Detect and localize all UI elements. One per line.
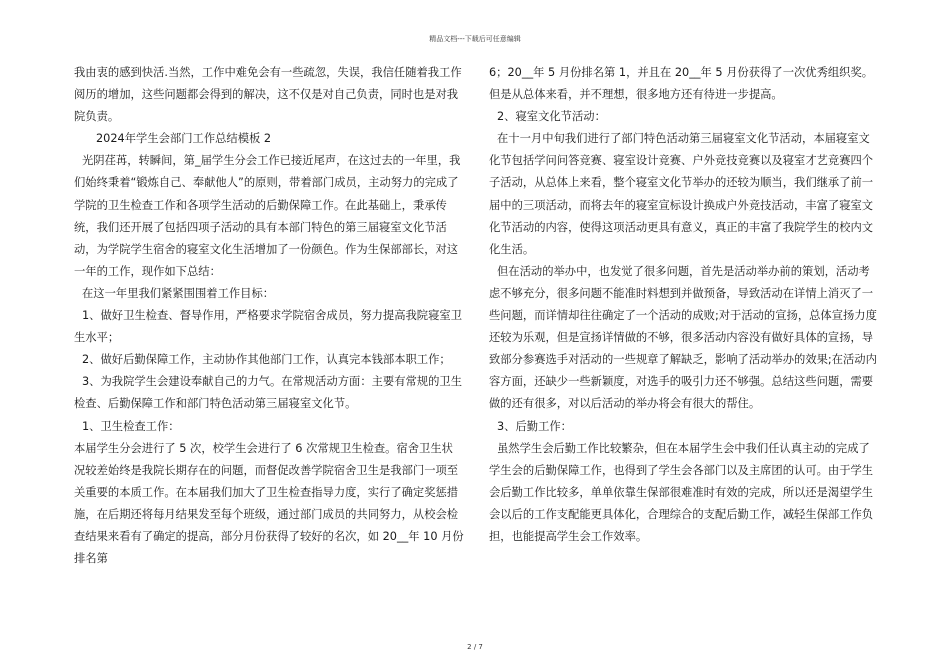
paragraph: 虽然学生会后勤工作比较繁杂，但在本届学生会中我们任认真主动的完成了学生会的后勤保障工作，也得到了学生会各部门以及主席团的认可。由于学生会后勤工作比较多，单单依靠生保部很难准时有效的完成，所以还是渴望学生会以后的工作支配能更具体化，合理综合的支配后勤工作，减轻生保部工作负担，也能提高学生会工作效率。 <box>489 441 874 543</box>
paragraph: 1、做好卫生检查、督导作用，严格要求学院宿舍成员，努力提高我院寝室卫生水平； <box>74 309 462 345</box>
section-heading: 2、寝室文化节活动： <box>497 110 606 124</box>
page-header: 精品文档---下载后可任意编辑 <box>429 35 521 43</box>
right-text-column <box>489 62 879 548</box>
paragraph: 我由衷的感到快活.当然，工作中难免会有一些疏忽，失误，我信任随着我工作阅历的增加，这些问题都会得到的解决，这不仅是对自己负责，同时也是对我院负责。 <box>74 66 462 124</box>
paragraph: 但在活动的举办中，也发觉了很多问题，首先是活动举办前的策划，活动考虑不够充分，很多问题不能准时料想到并做预备，导致活动在详情上消灭了一些问题，而详情却往往确定了一个活动的成败;对于活动的宣扬，总体宣扬力度还较为乐观，但是宣扬详情做的不够，很多活动内容没有做好具体的宣扬，导致部分参赛选手对活动的一些规章了解缺乏，影响了活动举办的效果;在活动内容方面，还缺少一些新颖度，对选手的吸引力还不够强。总结这些问题，需要做的还有很多，对以后活动的举办将会有很大的帮住。 <box>489 264 877 411</box>
section-heading: 3、后勤工作： <box>497 419 572 433</box>
paragraph: 本届学生分会进行了 5 次，校学生会进行了 6 次常规卫生检查。宿舍卫生状况较差始终是我院长期存在的问题，而督促改善学院宿舍卫生是我部门一项至关重要的本质工作。在本届我们加大了卫生检查指导力度，实行了确定奖惩措施，在后期还将每月结果发至每个班级，通过部门成员的共同努力，从校会检查结果来看有了确定的提高，部分月份获得了较好的名次，如 20__年 10 月份排名第 <box>74 441 464 566</box>
paragraph: 光阴荏苒，转瞬间，第_届学生分会工作已接近尾声，在这过去的一年里，我们始终秉着“锻炼自己、奉献他人”的原则，带着部门成员，主动努力的完成了学院的卫生检查工作和各项学生活动的后勤保障工作。在此基础上，秉承传统，我们还开展了包括四项子活动的具有本部门特色的第三届寝室文化节活动，为学院学生宿舍的寝室文化生活增加了一份颜色。作为生保部部长，对这一年的工作，现作如下总结： <box>74 154 461 278</box>
paragraph: 6；20__年 5 月份排名第 1，并且在 20__年 5 月份获得了一次优秀组织奖。但是从总体来看，并不理想，很多地方还有待进一步提高。 <box>489 66 874 102</box>
paragraph: 在这一年里我们紧紧围围着工作目标： <box>82 286 275 300</box>
paragraph: 在十一月中旬我们进行了部门特色活动第三届寝室文化节活动，本届寝室文化节包括学问问答竞赛、寝室设计竞赛、户外竞技竞赛以及寝室才艺竞赛四个子活动，从总体上来看，整个寝室文化节举办的还较为顺当，我们继承了前一届中的三项活动，而将去年的寝室宣标设计换成户外竞技活动，丰富了寝室文化节活动的内容，使得这项活动更具有意义，真正的丰富了我院学生的校内文化生活。 <box>489 132 874 256</box>
page-number: 2 / 7 <box>467 643 483 651</box>
section-title: 2024年学生会部门工作总结模板 2 <box>96 132 272 146</box>
paragraph: 3、为我院学生会建设奉献自己的力气。在常规活动方面：主要有常规的卫生检查、后勤保障工作和部门特色活动第三届寝室文化节。 <box>74 375 462 411</box>
section-heading: 1、卫生检查工作： <box>82 419 180 433</box>
left-text-column <box>74 62 464 570</box>
paragraph: 2、做好后勤保障工作，主动协作其他部门工作，认真完本钱部本职工作； <box>82 353 451 367</box>
